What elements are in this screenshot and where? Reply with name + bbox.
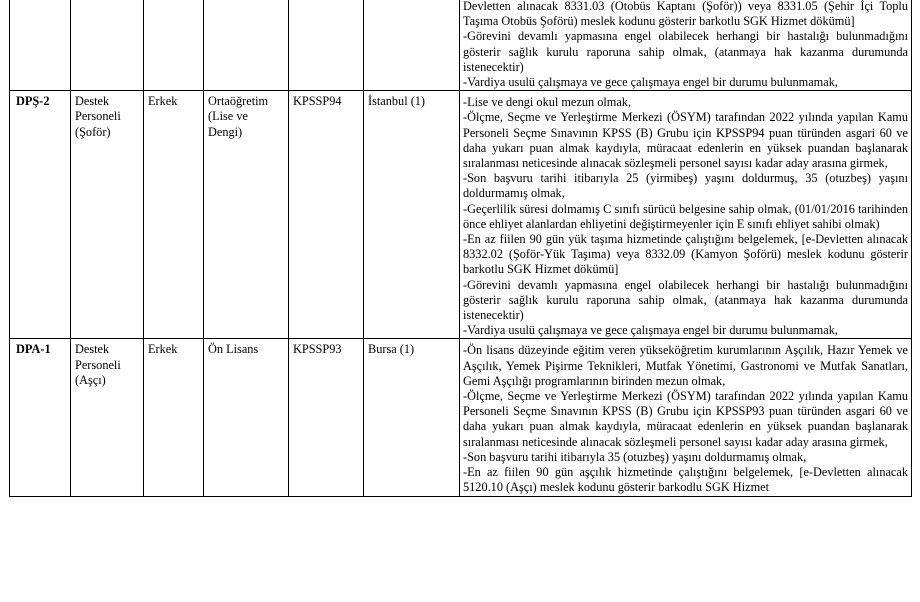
- position-code-cell: [10, 0, 71, 91]
- requirements-cell: [460, 0, 912, 91]
- positions-table: [9, 0, 912, 497]
- requirement-item: -Vardiya usulü çalışmaya ve gece çalışmaya engel bir durumu bulunmamak,: [463, 75, 838, 90]
- gender-cell: [144, 0, 204, 91]
- education-cell: Ortaöğretim (Lise ve Dengi): [204, 91, 289, 339]
- document-page: [9, 0, 911, 497]
- requirement-item: Devletten alınacak 8331.03 (Otobüs Kaptanı (Şoför)) veya 8331.05 (Şehir İçi Toplu Taşıma Otobüs Şoförü) meslek kodunu gösterir barkotlu SGK Hizmet dökümü]: [463, 0, 908, 29]
- city-cell: Bursa (1): [364, 339, 460, 496]
- requirement-item: -Son başvuru tarihi itibarıyla 25 (yirmibeş) yaşını doldurmuş, 35 (otuzbeş) yaşını doldurmamış olmak,: [463, 171, 908, 201]
- education-cell: Ön Lisans: [204, 339, 289, 496]
- requirement-item: -Ölçme, Seçme ve Yerleştirme Merkezi (ÖSYM) tarafından 2022 yılında yapılan Kamu Personeli Seçme Sınavının KPSS (B) Grubu için KPSSP94 puan türünden asgari 60 ve daha yukarı puan almak kaydıyla, müracaat edenlerin en yüksek puandan başlanarak sıralanması neticesinde alınacak sözleşmeli personel sayısı kadar aday arasına girmek,: [463, 110, 908, 171]
- position-title-cell: [71, 0, 144, 91]
- requirements-cell: [460, 91, 912, 339]
- requirement-item: -En az fiilen 90 gün yük taşıma hizmetinde çalıştığını belgelemek, [e-Devletten alınacak 8332.02 (Şoför-Yük Taşıma) veya 8332.09 (Kamyon Şoförü) meslek kodunu gösterir barkotlu SGK Hizmet dökümü]: [463, 232, 908, 277]
- requirements-cell: [460, 339, 912, 496]
- requirement-item: -Geçerlilik süresi dolmamış C sınıfı sürücü belgesine sahip olmak, (01/01/2016 tarihinden önce ehliyet alanlardan ehliyetini değiştirmeyenler için E sınıfı ehliyet sahibi olmak): [463, 201, 908, 231]
- requirement-item: -Görevini devamlı yapmasına engel olabilecek herhangi bir hastalığı bulunmadığını gösterir sağlık kurulu raporuna sahip olmak, (atanmaya hak kazanma durumunda istenecektir): [463, 277, 908, 323]
- requirement-item: -Görevini devamlı yapmasına engel olabilecek herhangi bir hastalığı bulunmadığını gösterir sağlık kurulu raporuna sahip olmak, (atanmaya hak kazanma durumunda istenecektir): [463, 29, 908, 74]
- gender-cell: Erkek: [144, 339, 204, 496]
- position-title-cell: Destek Personeli (Şoför): [71, 91, 144, 339]
- requirement-item: -Vardiya usulü çalışmaya ve gece çalışmaya engel bir durumu bulunmamak,: [463, 323, 838, 338]
- gender-cell: Erkek: [144, 91, 204, 339]
- requirement-item: -Lise ve dengi okul mezun olmak,: [463, 95, 632, 110]
- requirement-item: -Son başvuru tarihi itibarıyla 35 (otuzbeş) yaşını doldurmamış olmak,: [463, 449, 807, 464]
- requirement-item: -Ölçme, Seçme ve Yerleştirme Merkezi (ÖSYM) tarafından 2022 yılında yapılan Kamu Personeli Seçme Sınavının KPSS (B) Grubu için KPSSP93 puan türünden asgari 60 ve daha yukarı puan almak kaydıyla, müracaat edenlerin en yüksek puandan başlanarak sıralanması neticesinde alınacak sözleşmeli personel sayısı kadar aday arasına girmek,: [463, 389, 908, 449]
- education-cell: [204, 0, 289, 91]
- city-cell: İstanbul (1): [364, 91, 460, 339]
- city-cell: [364, 0, 460, 91]
- position-code-cell: DPŞ-2: [10, 91, 71, 339]
- table-row: [10, 0, 912, 91]
- table-row: [10, 339, 912, 496]
- position-title-cell: Destek Personeli (Aşçı): [71, 339, 144, 496]
- score-type-cell: [289, 0, 364, 91]
- requirement-item: -Ön lisans düzeyinde eğitim veren yükseköğretim kurumlarının Aşçılık, Hazır Yemek ve Aşçılık, Yemek Pişirme Teknikleri, Mutfak Yönetimi, Gastronomi ve Mutfak Sanatları, Gemi Aşçılığı programlarının birinden mezun olmak,: [463, 343, 908, 388]
- score-type-cell: KPSSP93: [289, 339, 364, 496]
- requirement-item: -En az fiilen 90 gün aşçılık hizmetinde çalıştığını belgelemek, [e-Devletten alınacak 5120.10 (Aşçı) meslek kodunu gösterir barkodlu SGK Hizmet: [463, 465, 908, 495]
- score-type-cell: KPSSP94: [289, 91, 364, 339]
- position-code-cell: DPA-1: [10, 339, 71, 496]
- table-row: [10, 91, 912, 339]
